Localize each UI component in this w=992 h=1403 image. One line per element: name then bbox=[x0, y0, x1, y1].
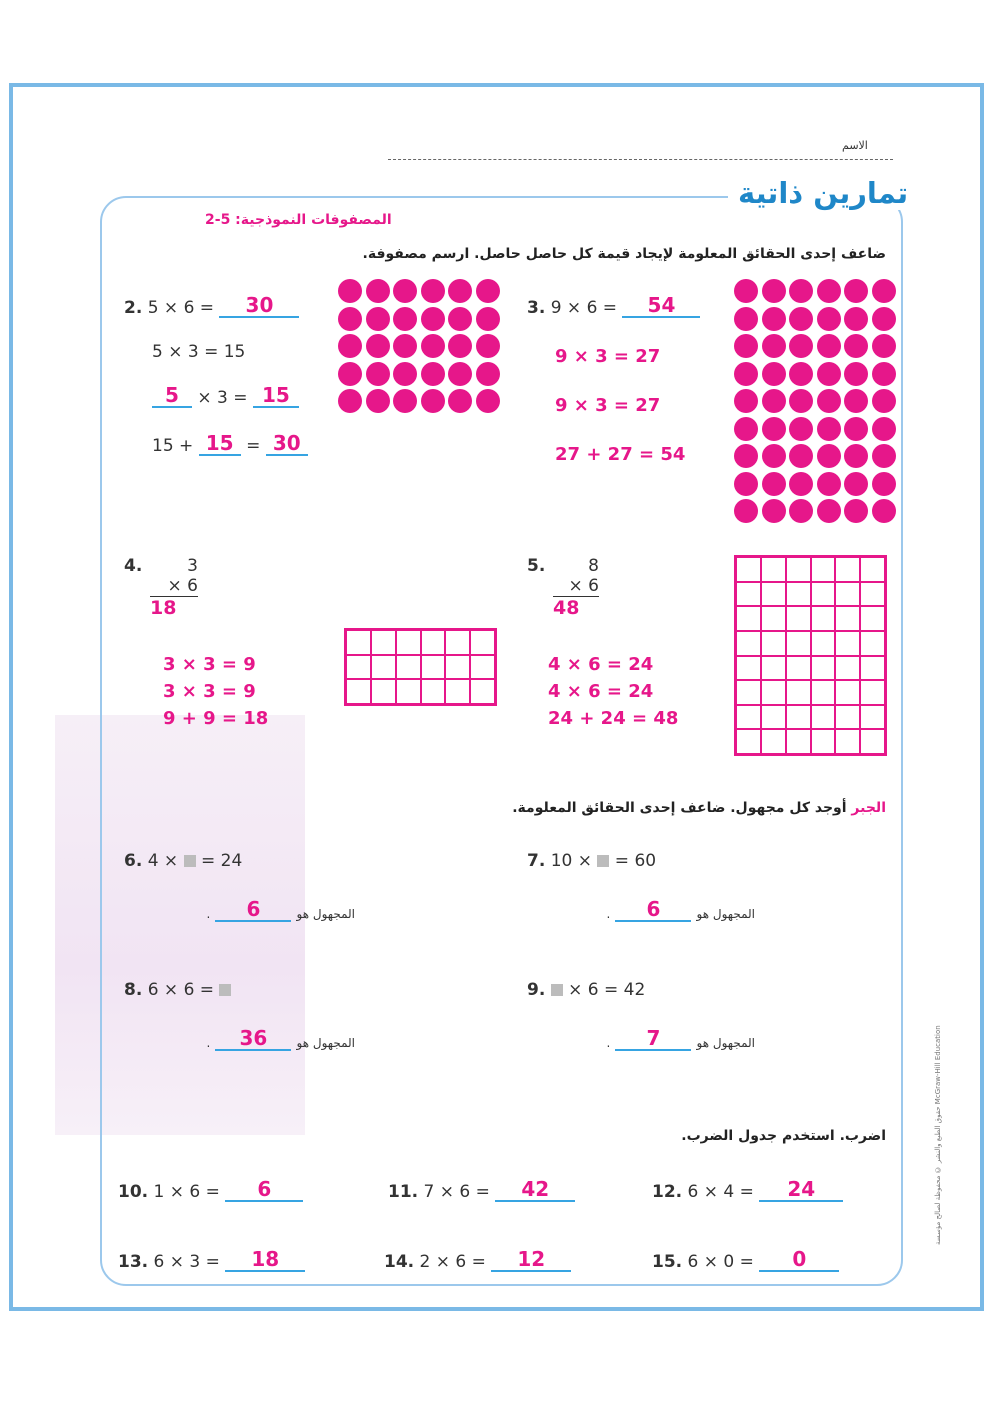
grid-cell bbox=[835, 680, 860, 705]
array-dot bbox=[734, 472, 758, 496]
problem-number: 11. bbox=[388, 1182, 419, 1202]
grid-cell bbox=[445, 655, 470, 680]
grid-cell bbox=[736, 729, 761, 754]
problem-number: 15. bbox=[652, 1252, 683, 1272]
array-dot bbox=[393, 334, 417, 358]
array-dot bbox=[393, 307, 417, 331]
grid-cell bbox=[736, 705, 761, 730]
grid-cell bbox=[786, 729, 811, 754]
grid-cell bbox=[860, 631, 885, 656]
lesson-label: المصفوفات النموذجية: 5-2 bbox=[205, 212, 392, 228]
array-dot bbox=[734, 444, 758, 468]
problem-expression: 6 × 3 = bbox=[153, 1252, 220, 1272]
array-dot bbox=[872, 417, 896, 441]
grid-cell bbox=[835, 729, 860, 754]
array-dot bbox=[421, 307, 445, 331]
grid-cell bbox=[445, 630, 470, 655]
array-dot bbox=[338, 279, 362, 303]
problem-5-number bbox=[527, 556, 545, 576]
unknown-box-icon bbox=[219, 984, 231, 996]
array-dot bbox=[476, 334, 500, 358]
answer-field[interactable]: 24 bbox=[759, 1178, 843, 1202]
array-dot bbox=[872, 279, 896, 303]
page-title: تمارين ذاتية bbox=[728, 176, 918, 210]
grid-cell bbox=[396, 630, 421, 655]
answer-field[interactable]: 30 bbox=[219, 294, 299, 318]
array-dot bbox=[338, 307, 362, 331]
grid-cell bbox=[786, 582, 811, 607]
grid-cell bbox=[470, 655, 495, 680]
array-dot bbox=[762, 389, 786, 413]
answer-field[interactable]: 42 bbox=[495, 1178, 575, 1202]
answer-field[interactable]: 7 bbox=[615, 1027, 691, 1051]
array-dot bbox=[421, 389, 445, 413]
array-dot bbox=[789, 417, 813, 441]
array-dot bbox=[448, 362, 472, 386]
problem-expression: 7 × 6 = bbox=[423, 1182, 490, 1202]
unknown-answer-row: المجهول هو 7 . bbox=[606, 1026, 755, 1050]
array-dot bbox=[789, 472, 813, 496]
array-dot bbox=[817, 499, 841, 523]
array-dot bbox=[734, 362, 758, 386]
array-dot bbox=[872, 444, 896, 468]
array-dot bbox=[872, 499, 896, 523]
problem-expression: 6 × 4 = bbox=[687, 1182, 754, 1202]
grid-cell bbox=[346, 679, 371, 704]
array-dot bbox=[762, 417, 786, 441]
answer-field[interactable]: 6 bbox=[225, 1178, 303, 1202]
grid-cell bbox=[811, 680, 836, 705]
array-dot bbox=[817, 334, 841, 358]
array-dot bbox=[844, 417, 868, 441]
problem-expression: 6 × 0 = bbox=[687, 1252, 754, 1272]
array-dot bbox=[448, 389, 472, 413]
grid-cell bbox=[786, 606, 811, 631]
problem-3 bbox=[527, 294, 700, 318]
grid-cell bbox=[811, 606, 836, 631]
grid-cell bbox=[421, 679, 446, 704]
array-dot bbox=[448, 307, 472, 331]
grid-cell bbox=[786, 680, 811, 705]
array-dot bbox=[844, 389, 868, 413]
grid-cell bbox=[860, 557, 885, 582]
instruction-text: أوجد كل مجهول. ضاعف إحدى الحقائق المعلومة. bbox=[512, 800, 847, 816]
problem-number: 8. bbox=[124, 980, 143, 1000]
multiplier: × 6 bbox=[150, 576, 198, 597]
problem-10 bbox=[118, 1178, 303, 1202]
array-dot bbox=[476, 389, 500, 413]
array-dot bbox=[762, 362, 786, 386]
unknown-label: المجهول هو bbox=[696, 1036, 755, 1050]
answer-field[interactable]: 6 bbox=[615, 898, 691, 922]
array-dot bbox=[338, 334, 362, 358]
grid-cell bbox=[835, 631, 860, 656]
unknown-answer-row: المجهول هو 6 . bbox=[606, 897, 755, 921]
answer-field[interactable]: 6 bbox=[215, 898, 291, 922]
problem-number: 3. bbox=[527, 298, 546, 318]
array-dot bbox=[366, 334, 390, 358]
work-line: 9 × 3 = 27 bbox=[555, 395, 661, 416]
expression-part: × 6 = 42 bbox=[568, 980, 646, 1000]
grid-cell bbox=[761, 582, 786, 607]
algebra-tag: الجبر bbox=[851, 800, 886, 816]
array-dot bbox=[734, 417, 758, 441]
work-line: 9 × 3 = 27 bbox=[555, 346, 661, 367]
array-dot bbox=[734, 279, 758, 303]
copyright-note: حقوق الطبع والنشر © محفوظة لصالح مؤسسة McGraw-Hill Education bbox=[934, 1025, 942, 1245]
array-dot bbox=[817, 362, 841, 386]
array-dot bbox=[872, 389, 896, 413]
array-dot bbox=[872, 334, 896, 358]
unknown-label: المجهول هو bbox=[696, 907, 755, 921]
problem-number: 2. bbox=[124, 298, 143, 318]
work-line: 4 × 6 = 24 bbox=[548, 654, 654, 675]
problem-11 bbox=[388, 1178, 575, 1202]
array-dot bbox=[789, 307, 813, 331]
array-dot bbox=[844, 334, 868, 358]
array-dot bbox=[762, 444, 786, 468]
array-dot bbox=[448, 279, 472, 303]
grid-cell bbox=[470, 630, 495, 655]
array-dot bbox=[421, 334, 445, 358]
top-factor: 8 bbox=[588, 556, 599, 576]
grid-cell bbox=[761, 705, 786, 730]
problem-6 bbox=[124, 851, 242, 871]
expression-part: × 3 = bbox=[197, 388, 248, 408]
problem-number: 6. bbox=[124, 851, 143, 871]
array-dot bbox=[762, 307, 786, 331]
unknown-label: المجهول هو bbox=[296, 907, 355, 921]
array-dot bbox=[817, 307, 841, 331]
grid-cell bbox=[835, 606, 860, 631]
array-dot bbox=[366, 389, 390, 413]
grid-cell bbox=[860, 656, 885, 681]
problem-5-vertical bbox=[553, 556, 599, 619]
array-dot bbox=[476, 307, 500, 331]
array-dot bbox=[762, 499, 786, 523]
section3-instruction: اضرب. استخدم جدول الضرب. bbox=[681, 1128, 886, 1144]
array-dot bbox=[734, 334, 758, 358]
array-dot bbox=[789, 362, 813, 386]
answer-field[interactable]: 54 bbox=[622, 294, 700, 318]
answer-field[interactable]: 36 bbox=[215, 1027, 291, 1051]
problem-number: 5. bbox=[527, 556, 546, 576]
grid-cell bbox=[736, 557, 761, 582]
expression-part: 6 × 6 = bbox=[147, 980, 215, 1000]
grid-cell bbox=[736, 582, 761, 607]
grid-cell bbox=[835, 705, 860, 730]
grid-cell bbox=[811, 729, 836, 754]
answer-field[interactable]: 12 bbox=[491, 1248, 571, 1272]
problem-9 bbox=[527, 980, 645, 1000]
problem-expression: 2 × 6 = bbox=[419, 1252, 486, 1272]
unknown-label: المجهول هو bbox=[296, 1036, 355, 1050]
grid-cell bbox=[346, 655, 371, 680]
array-dot bbox=[421, 279, 445, 303]
grid-cell bbox=[421, 630, 446, 655]
grid-cell bbox=[786, 705, 811, 730]
array-dot bbox=[762, 334, 786, 358]
array-dot bbox=[366, 279, 390, 303]
grid-cell bbox=[346, 630, 371, 655]
grid-cell bbox=[736, 656, 761, 681]
grid-cell bbox=[811, 557, 836, 582]
array-dot bbox=[366, 307, 390, 331]
problem-number: 14. bbox=[384, 1252, 415, 1272]
grid-cell bbox=[786, 656, 811, 681]
grid-cell bbox=[786, 631, 811, 656]
work-line: 4 × 6 = 24 bbox=[548, 681, 654, 702]
answer-field[interactable]: 15 bbox=[253, 384, 299, 408]
grid-cell bbox=[811, 582, 836, 607]
grid-cell bbox=[736, 606, 761, 631]
grid-cell bbox=[371, 655, 396, 680]
fill-line bbox=[152, 384, 299, 408]
expression-part: 15 + bbox=[152, 436, 194, 456]
grid-cell bbox=[736, 680, 761, 705]
unknown-box-icon bbox=[184, 855, 196, 867]
array-dot bbox=[476, 362, 500, 386]
grid-cell bbox=[860, 705, 885, 730]
array-dot bbox=[789, 444, 813, 468]
expression-part: = bbox=[246, 436, 261, 456]
work-line: 24 + 24 = 48 bbox=[548, 708, 679, 729]
answer-field[interactable]: 0 bbox=[759, 1248, 839, 1272]
grid-cell bbox=[835, 557, 860, 582]
grid-cell bbox=[811, 656, 836, 681]
grid-cell bbox=[445, 679, 470, 704]
array-dot bbox=[844, 499, 868, 523]
array-dot bbox=[844, 444, 868, 468]
grid-array-8x6 bbox=[734, 555, 887, 756]
problem-expression: 9 × 6 = bbox=[550, 298, 618, 318]
grid-cell bbox=[860, 729, 885, 754]
array-dot bbox=[817, 389, 841, 413]
array-dot bbox=[338, 362, 362, 386]
top-factor: 3 bbox=[187, 556, 198, 576]
product-answer[interactable]: 18 bbox=[150, 597, 177, 619]
array-dot bbox=[734, 499, 758, 523]
unknown-box-icon bbox=[597, 855, 609, 867]
unknown-answer-row: المجهول هو 36 . bbox=[206, 1026, 355, 1050]
grid-array-3x6 bbox=[344, 628, 497, 706]
expression-part: 10 × bbox=[550, 851, 592, 871]
array-dot bbox=[817, 279, 841, 303]
problem-4-vertical bbox=[150, 556, 198, 619]
grid-cell bbox=[835, 582, 860, 607]
grid-cell bbox=[396, 679, 421, 704]
problem-15 bbox=[652, 1248, 839, 1272]
problem-number: 10. bbox=[118, 1182, 149, 1202]
grid-cell bbox=[811, 705, 836, 730]
problem-number: 7. bbox=[527, 851, 546, 871]
grid-cell bbox=[860, 582, 885, 607]
problem-expression: 1 × 6 = bbox=[153, 1182, 220, 1202]
work-line: 3 × 3 = 9 bbox=[163, 654, 256, 675]
problem-number: 9. bbox=[527, 980, 546, 1000]
expression-part: = 24 bbox=[200, 851, 243, 871]
array-dot bbox=[844, 362, 868, 386]
multiplier: × 6 bbox=[553, 576, 599, 597]
grid-cell bbox=[860, 606, 885, 631]
answer-field[interactable]: 30 bbox=[266, 432, 308, 456]
grid-cell bbox=[371, 630, 396, 655]
problem-13 bbox=[118, 1248, 305, 1272]
array-dot bbox=[844, 307, 868, 331]
problem-number: 13. bbox=[118, 1252, 149, 1272]
array-dot bbox=[393, 362, 417, 386]
grid-cell bbox=[396, 655, 421, 680]
expression-part: = 60 bbox=[614, 851, 657, 871]
problem-12 bbox=[652, 1178, 843, 1202]
problem-4-number bbox=[124, 556, 142, 576]
answer-field[interactable]: 5 bbox=[152, 384, 192, 408]
array-dot bbox=[817, 417, 841, 441]
array-dot bbox=[872, 472, 896, 496]
work-line: 27 + 27 = 54 bbox=[555, 444, 686, 465]
section1-instruction: ضاعف إحدى الحقائق المعلومة لإيجاد قيمة كل حاصل حاصل. ارسم مصفوفة. bbox=[362, 246, 886, 262]
grid-cell bbox=[786, 557, 811, 582]
array-dot bbox=[734, 307, 758, 331]
array-dot bbox=[476, 279, 500, 303]
unknown-answer-row: المجهول هو 6 . bbox=[206, 897, 355, 921]
unknown-box-icon bbox=[551, 984, 563, 996]
dot-array-9x6 bbox=[734, 279, 898, 531]
array-dot bbox=[762, 279, 786, 303]
work-line: 9 + 9 = 18 bbox=[163, 708, 269, 729]
grid-cell bbox=[811, 631, 836, 656]
sum-line bbox=[152, 432, 308, 456]
array-dot bbox=[817, 472, 841, 496]
array-dot bbox=[817, 444, 841, 468]
array-dot bbox=[393, 389, 417, 413]
problem-7 bbox=[527, 851, 656, 871]
hint-line: 5 × 3 = 15 bbox=[152, 342, 246, 362]
array-dot bbox=[448, 334, 472, 358]
problem-8 bbox=[124, 980, 231, 1000]
grid-cell bbox=[371, 679, 396, 704]
grid-cell bbox=[761, 606, 786, 631]
grid-cell bbox=[470, 679, 495, 704]
problem-expression: 5 × 6 = bbox=[147, 298, 215, 318]
problem-14 bbox=[384, 1248, 571, 1272]
array-dot bbox=[844, 472, 868, 496]
name-label: الاسم bbox=[842, 139, 868, 152]
array-dot bbox=[734, 389, 758, 413]
array-dot bbox=[789, 279, 813, 303]
answer-field[interactable]: 15 bbox=[199, 432, 241, 456]
dot-array-5x6 bbox=[338, 279, 502, 419]
product-answer[interactable]: 48 bbox=[553, 597, 580, 619]
array-dot bbox=[789, 334, 813, 358]
problem-2 bbox=[124, 294, 299, 318]
expression-part: 4 × bbox=[147, 851, 179, 871]
name-field-line[interactable] bbox=[388, 159, 893, 160]
grid-cell bbox=[421, 655, 446, 680]
array-dot bbox=[421, 362, 445, 386]
array-dot bbox=[366, 362, 390, 386]
array-dot bbox=[762, 472, 786, 496]
grid-cell bbox=[761, 557, 786, 582]
grid-cell bbox=[761, 680, 786, 705]
grid-cell bbox=[736, 631, 761, 656]
grid-cell bbox=[835, 656, 860, 681]
array-dot bbox=[872, 307, 896, 331]
array-dot bbox=[844, 279, 868, 303]
problem-number: 4. bbox=[124, 556, 143, 576]
work-line: 3 × 3 = 9 bbox=[163, 681, 256, 702]
section2-instruction bbox=[330, 800, 886, 816]
grid-cell bbox=[761, 729, 786, 754]
array-dot bbox=[872, 362, 896, 386]
array-dot bbox=[789, 389, 813, 413]
array-dot bbox=[393, 279, 417, 303]
answer-field[interactable]: 18 bbox=[225, 1248, 305, 1272]
grid-cell bbox=[860, 680, 885, 705]
problem-number: 12. bbox=[652, 1182, 683, 1202]
grid-cell bbox=[761, 656, 786, 681]
array-dot bbox=[338, 389, 362, 413]
array-dot bbox=[789, 499, 813, 523]
grid-cell bbox=[761, 631, 786, 656]
